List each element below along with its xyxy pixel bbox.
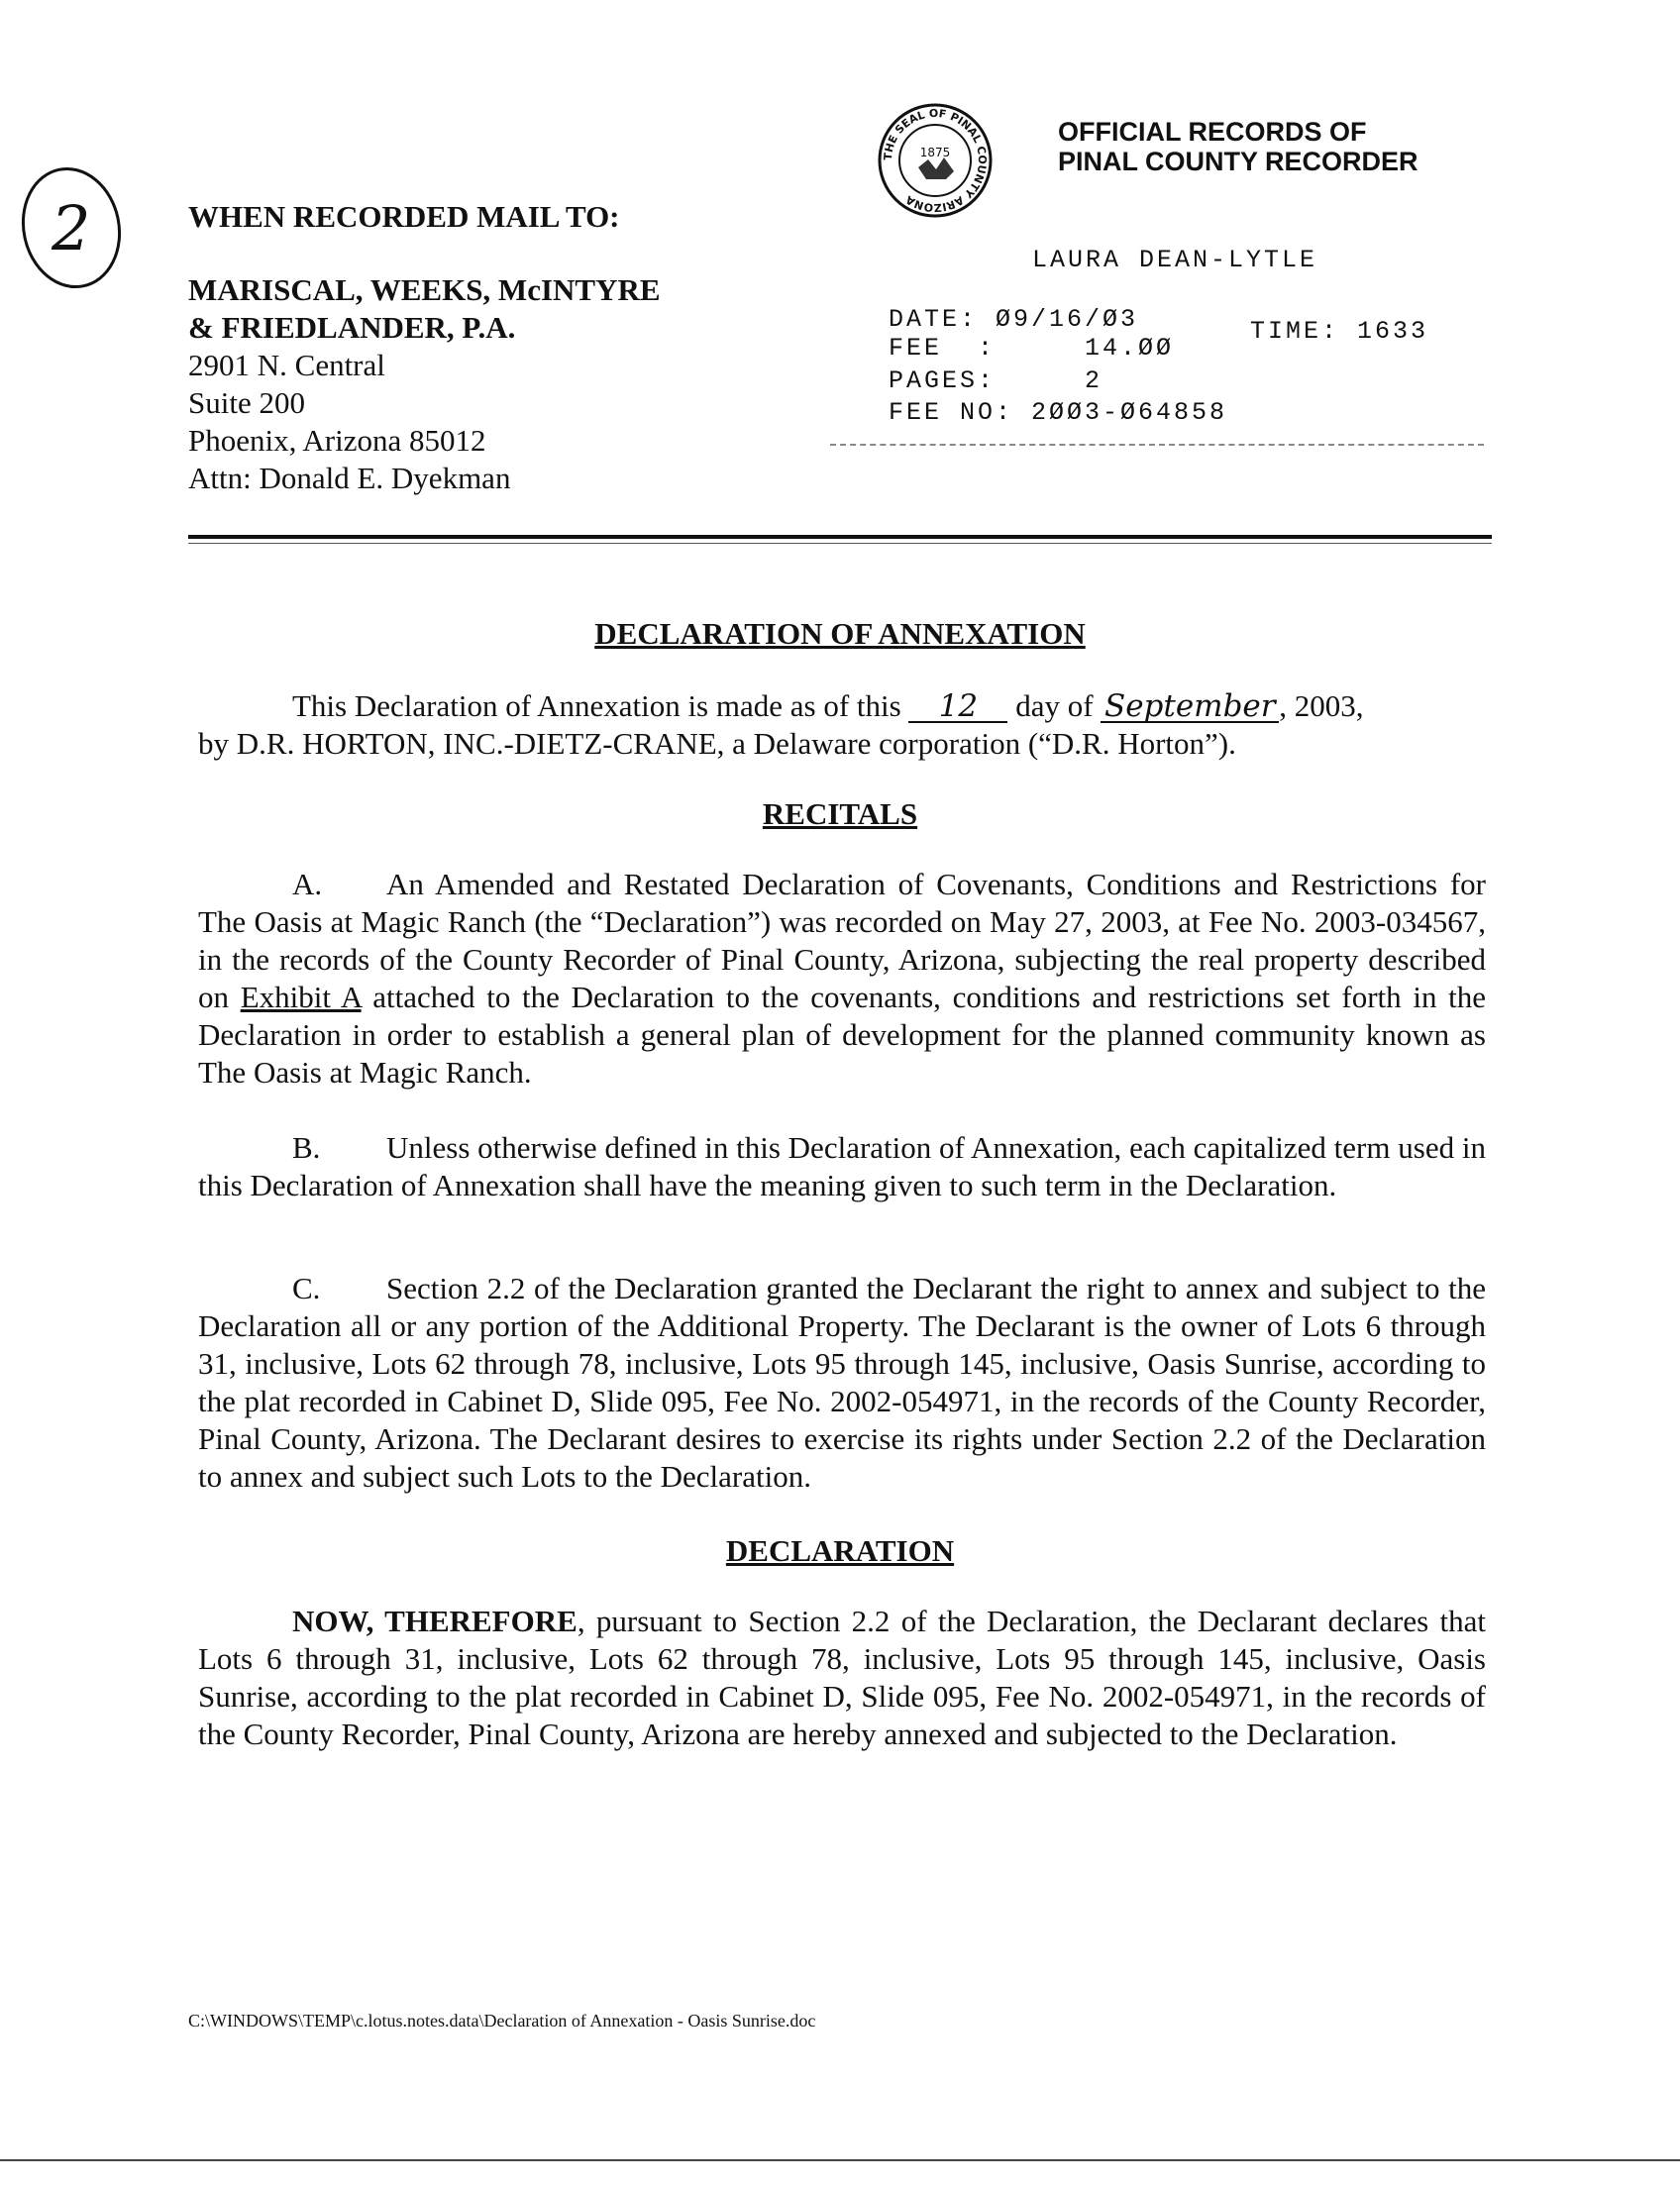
recording-pages: PAGES: 2 bbox=[889, 366, 1103, 395]
recital-c-label: C. bbox=[292, 1271, 321, 1305]
address-line2: Suite 200 bbox=[188, 385, 305, 420]
mail-to-block bbox=[188, 198, 661, 497]
firm-name-line2: & FRIEDLANDER, P.A. bbox=[188, 310, 516, 345]
county-seal-icon bbox=[877, 102, 994, 219]
recitals-heading: RECITALS bbox=[762, 796, 918, 831]
mail-to-heading: WHEN RECORDED MAIL TO: bbox=[188, 199, 620, 234]
recital-b-label: B. bbox=[292, 1130, 321, 1165]
address-line3: Phoenix, Arizona 85012 bbox=[188, 423, 486, 458]
recital-b-text: Unless otherwise defined in this Declaration of Annexation, each capitalized term used in this Declaration of Annexation shall have the meaning given to such term in the Declaration. bbox=[198, 1130, 1486, 1202]
recording-time: TIME: 1633 bbox=[1250, 317, 1429, 346]
intro-text-c: , 2003, bbox=[1279, 688, 1364, 723]
seal-years: 1875 bbox=[919, 146, 951, 159]
declaration-lead: NOW, THEREFORE bbox=[292, 1604, 578, 1638]
intro-month: September bbox=[1101, 691, 1279, 723]
margin-mark-text: 2 bbox=[52, 192, 91, 264]
recital-a-text-2: attached to the Declaration to the covenants, conditions and restrictions set forth in the Declaration in order to establish a general plan of development for the planned community known as The Oasis at Magic Ranch. bbox=[198, 980, 1487, 1090]
svg-text:THE SEAL OF PINAL COUNTY ARIZO bbox=[882, 107, 989, 214]
address-line1: 2901 N. Central bbox=[188, 348, 385, 382]
recital-a bbox=[198, 866, 1486, 1092]
recital-c-text: Section 2.2 of the Declaration granted the Declarant the right to annex and subject to the Declaration all or any portion of the Additional Property. The Declarant is the owner of Lots 6 through 31, inclusive, Lots 62 through 78, inclusive, Lots 95 through 145, inclusive, Oasis Sunrise, according to the plat recorded in Cabinet D, Slide 095, Fee No. 2002-054971, in the records of the County Recorder, Pinal County, Arizona. The Declarant desires to exercise its rights under Section 2.2 of the Declaration to annex and subject such Lots to the Declaration. bbox=[198, 1271, 1486, 1494]
document-title: DECLARATION OF ANNEXATION bbox=[594, 616, 1086, 651]
firm-name-line1: MARISCAL, WEEKS, McINTYRE bbox=[188, 272, 661, 307]
declaration-heading: DECLARATION bbox=[725, 1533, 955, 1568]
recital-a-text-1: An Amended and Restated Declaration of Covenants, Conditions and Restrictions for The Oasis at Magic Ranch (the “Declaration”) was recorded on May 27, 2003, at Fee No. 2003-034567, in the records of the County Recorder of Pinal County, Arizona, subjecting the real property described on bbox=[198, 867, 1486, 1014]
recorder-title-line1: OFFICIAL RECORDS OF bbox=[1058, 117, 1367, 147]
intro-paragraph bbox=[198, 687, 1486, 763]
recital-a-label: A. bbox=[292, 867, 323, 901]
recital-c bbox=[198, 1270, 1486, 1496]
exhibit-a-reference: Exhibit A bbox=[240, 980, 362, 1014]
recording-date: DATE: Ø9/16/Ø3 bbox=[889, 305, 1139, 334]
recorder-dash-divider bbox=[830, 444, 1484, 446]
footer-file-path: C:\WINDOWS\TEMP\c.lotus.notes.data\Declaration of Annexation - Oasis Sunrise.doc bbox=[188, 2011, 816, 2031]
declaration-body: , pursuant to Section 2.2 of the Declaration, the Declarant declares that Lots 6 through 31, inclusive, Lots 62 through 78, inclusive, Lots 95 through 145, inclusive, Oasis Sunrise, according to the plat recorded in Cabinet D, Slide 095, Fee No. 2002-054971, in the records of the County Recorder, Pinal County, Arizona are hereby annexed and subjected to the Declaration. bbox=[198, 1604, 1486, 1751]
header-rule bbox=[188, 535, 1492, 539]
seal-text: THE SEAL OF PINAL COUNTY ARIZONA bbox=[881, 106, 990, 215]
bottom-rule bbox=[0, 2159, 1680, 2161]
intro-text-b: day of bbox=[1015, 688, 1094, 723]
header-rule-thin bbox=[188, 543, 1492, 544]
recording-fee-number: FEE NO: 2ØØ3-Ø64858 bbox=[889, 398, 1228, 427]
declaration-paragraph bbox=[198, 1603, 1486, 1753]
attention-line: Attn: Donald E. Dyekman bbox=[188, 461, 511, 495]
handwritten-margin-mark bbox=[0, 149, 139, 307]
recorder-title bbox=[1058, 117, 1418, 176]
recital-b bbox=[198, 1129, 1486, 1204]
recording-fee: FEE : 14.ØØ bbox=[889, 334, 1175, 363]
intro-day: 12 bbox=[908, 691, 1007, 723]
intro-text-d: by D.R. HORTON, INC.-DIETZ-CRANE, a Delaware corporation (“D.R. Horton”). bbox=[198, 726, 1236, 761]
intro-text-a: This Declaration of Annexation is made as of this bbox=[292, 688, 901, 723]
recorder-name: LAURA DEAN-LYTLE bbox=[1032, 246, 1318, 274]
recorder-title-line2: PINAL COUNTY RECORDER bbox=[1058, 147, 1418, 176]
